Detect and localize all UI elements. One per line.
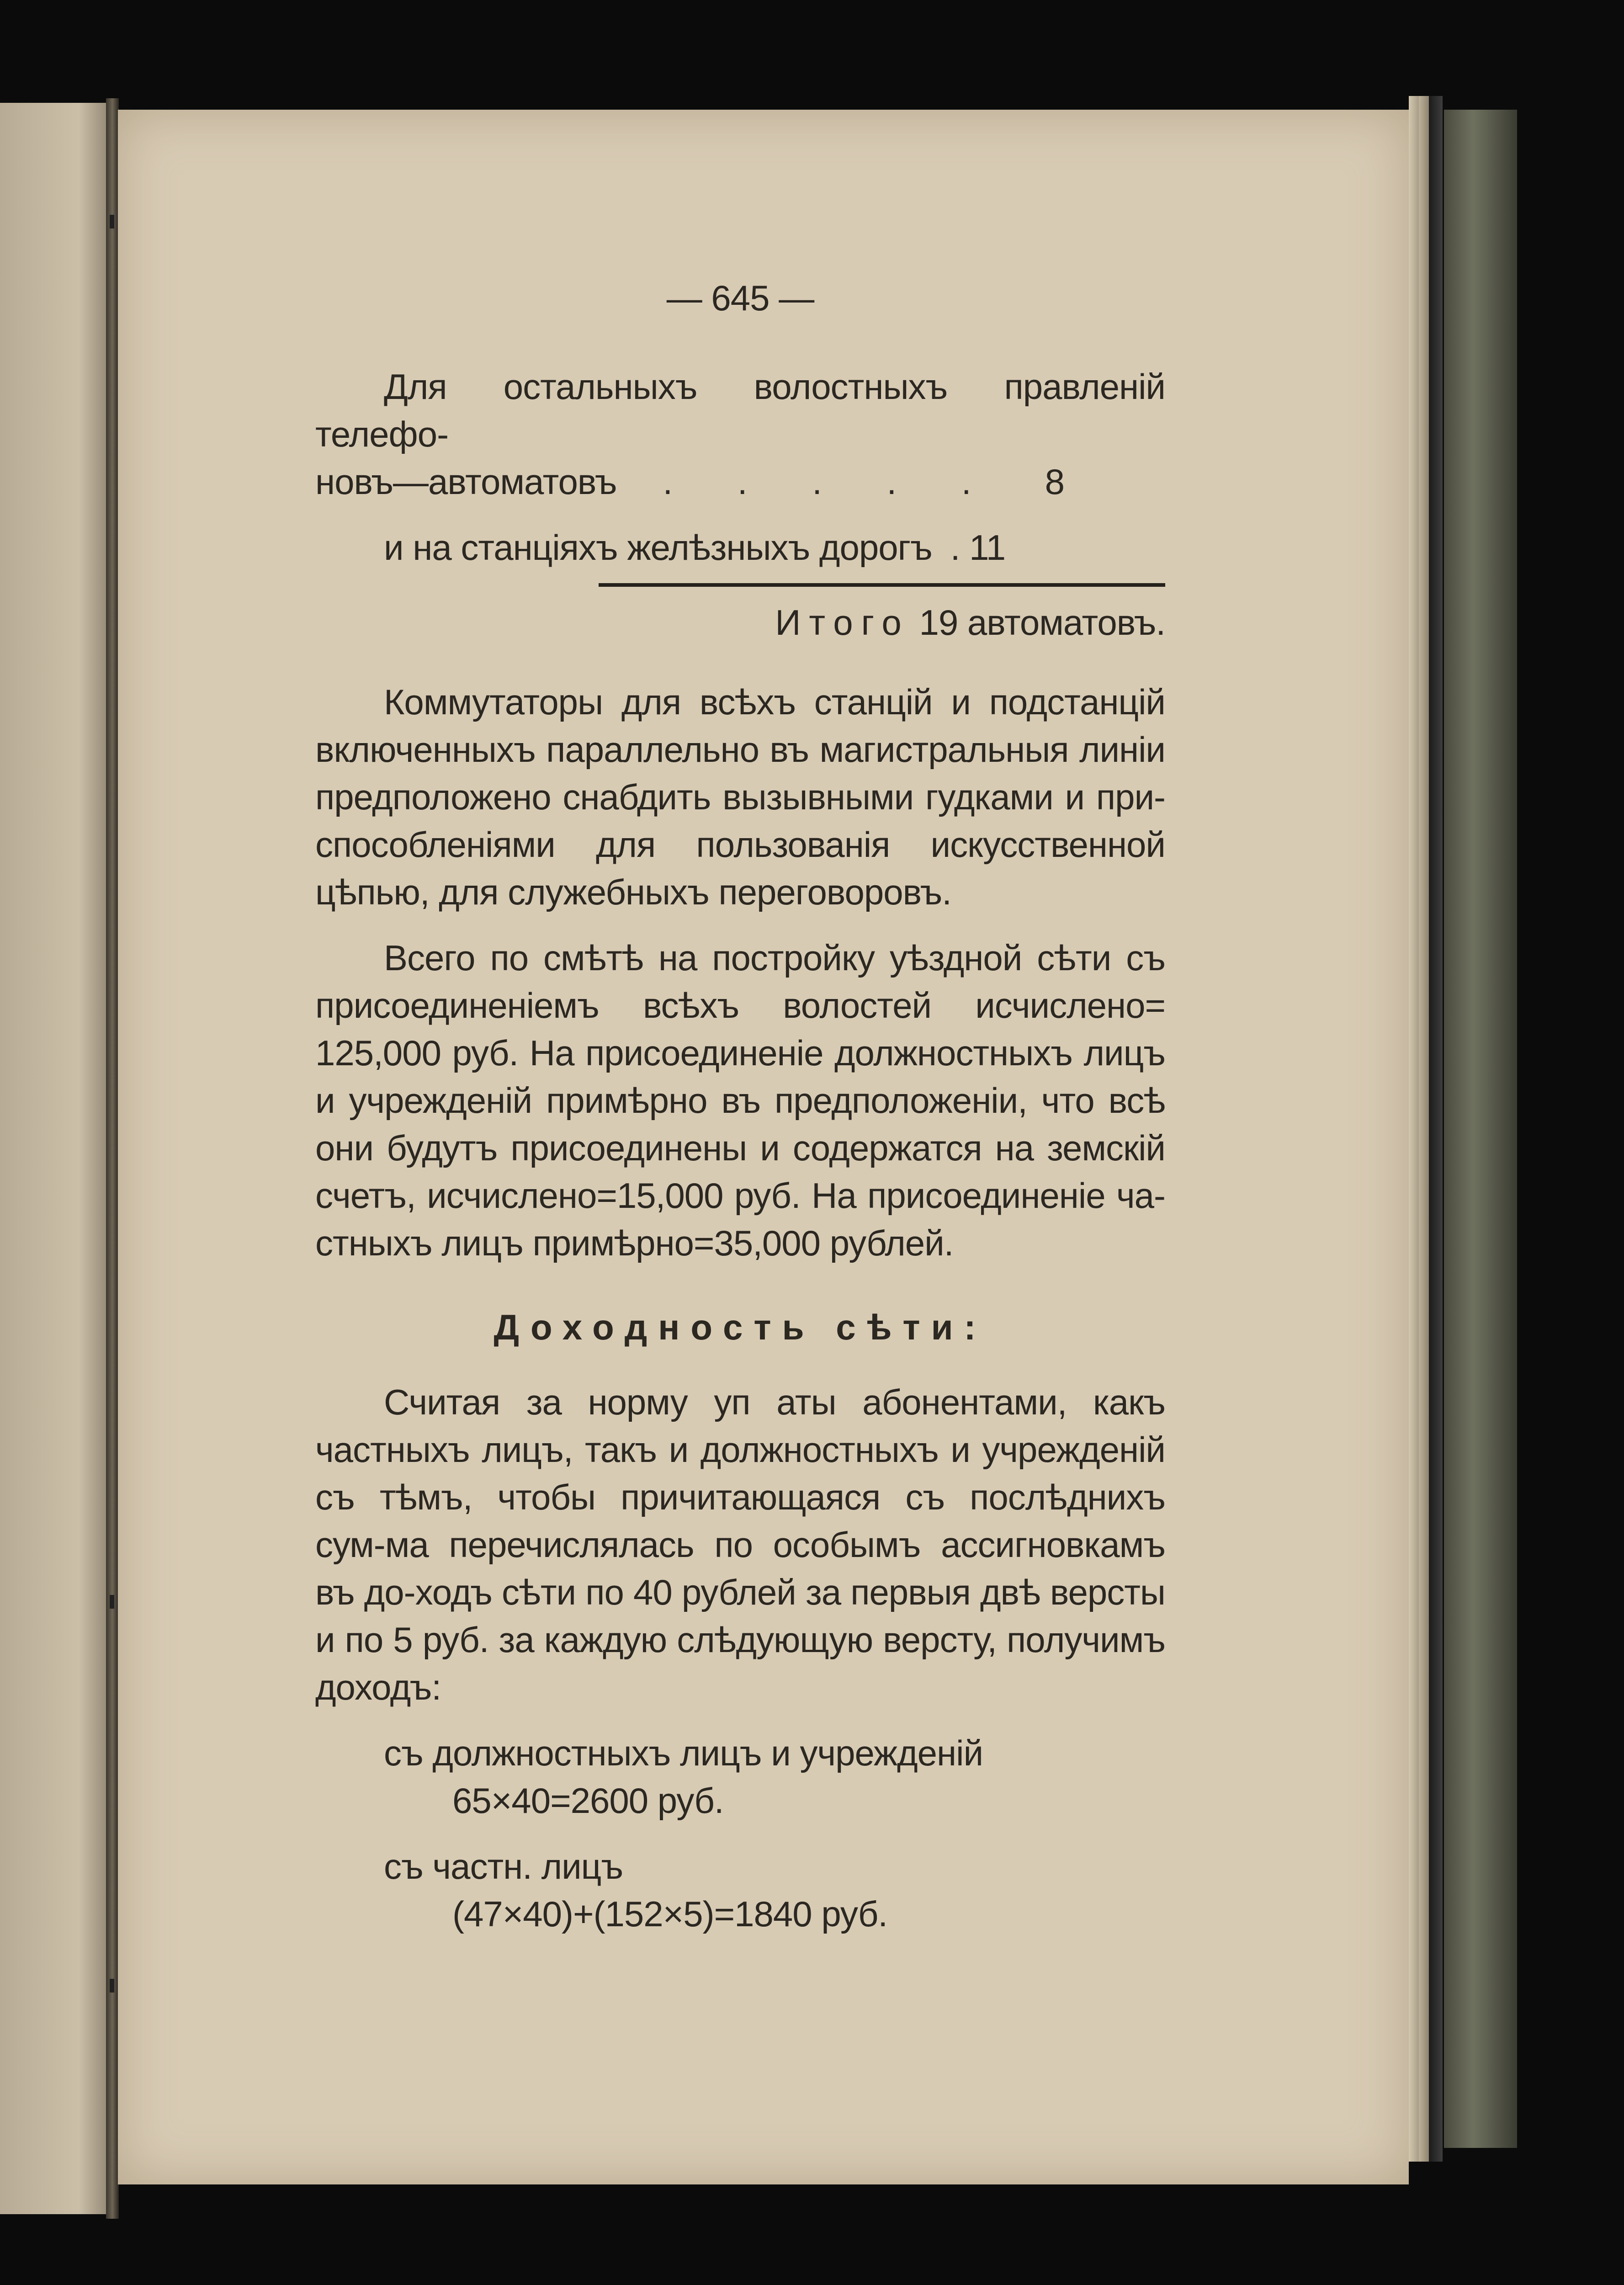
paragraph-estimate: Всего по смѣтѣ на постройку уѣздной сѣти съ присоединеніемъ всѣхъ волостей исчислено= 125,000 руб. На присоединеніе должностныхъ лицъ и учрежденій примѣрно въ предположеніи, что всѣ они будутъ присоединены и содержатся на земскій счетъ, исчислено=15,000 руб. На присоединеніе ча-стныхъ лицъ примѣрно=35,000 рублей. — [315, 938, 1165, 1263]
total-line — [315, 599, 1165, 646]
official-income-formula: 65×40=2600 руб. — [452, 1780, 724, 1821]
left-page — [0, 103, 112, 2214]
book-cover — [1444, 110, 1517, 2148]
page-number: — 645 — — [666, 278, 814, 318]
line-automata-1: Для остальныхъ волостныхъ правленій телефо- — [315, 367, 1165, 454]
official-income-label: съ должностныхъ лицъ и учрежденій — [384, 1733, 983, 1773]
binding-mark — [110, 1979, 114, 1993]
book-gutter — [106, 98, 119, 2219]
page-edge — [1409, 96, 1419, 2162]
page-text — [315, 274, 1165, 1938]
paragraph-switchboards: Коммутаторы для всѣхъ станцій и подстанцій включенныхъ параллельно въ магистральныя линіи предположено снабдить вызывными гудками и при-способленіями для пользованія искусственной цѣпью, для служебныхъ переговоровъ. — [315, 682, 1165, 912]
leader-dots: . . . . . — [663, 462, 999, 502]
page-edge — [1419, 96, 1429, 2162]
binding-mark — [110, 215, 114, 228]
private-income-label: съ частн. лицъ — [384, 1846, 623, 1886]
railway-label: и на станціяхъ желѣзныхъ дорогъ — [384, 527, 932, 568]
page-edge — [1429, 96, 1443, 2162]
total-word: Итого — [775, 602, 910, 643]
private-income-formula: (47×40)+(152×5)=1840 руб. — [452, 1894, 888, 1934]
total-rule — [599, 583, 1165, 587]
line-automata-2 — [315, 458, 1165, 505]
total-value: 19 автоматовъ. — [919, 602, 1165, 643]
paragraph-income: Считая за норму уп аты абонентами, какъ частныхъ лицъ, такъ и должностныхъ и учрежденій съ тѣмъ, чтобы причитающаяся съ послѣднихъ сум-ма перечислялась по особымъ ассигновкамъ въ до-ходъ сѣти по 40 рублей за первыя двѣ версты и по 5 руб. за каждую слѣдующую версту, получимъ доходъ: — [315, 1382, 1165, 1707]
automata-count: 8 — [1045, 462, 1064, 502]
automata-label: новъ—автоматовъ — [315, 462, 617, 502]
binding-mark — [110, 1595, 114, 1609]
railway-count: . 11 — [950, 527, 1006, 568]
section-heading: Доходность сѣти: — [494, 1307, 987, 1347]
line-railway — [315, 524, 1165, 571]
